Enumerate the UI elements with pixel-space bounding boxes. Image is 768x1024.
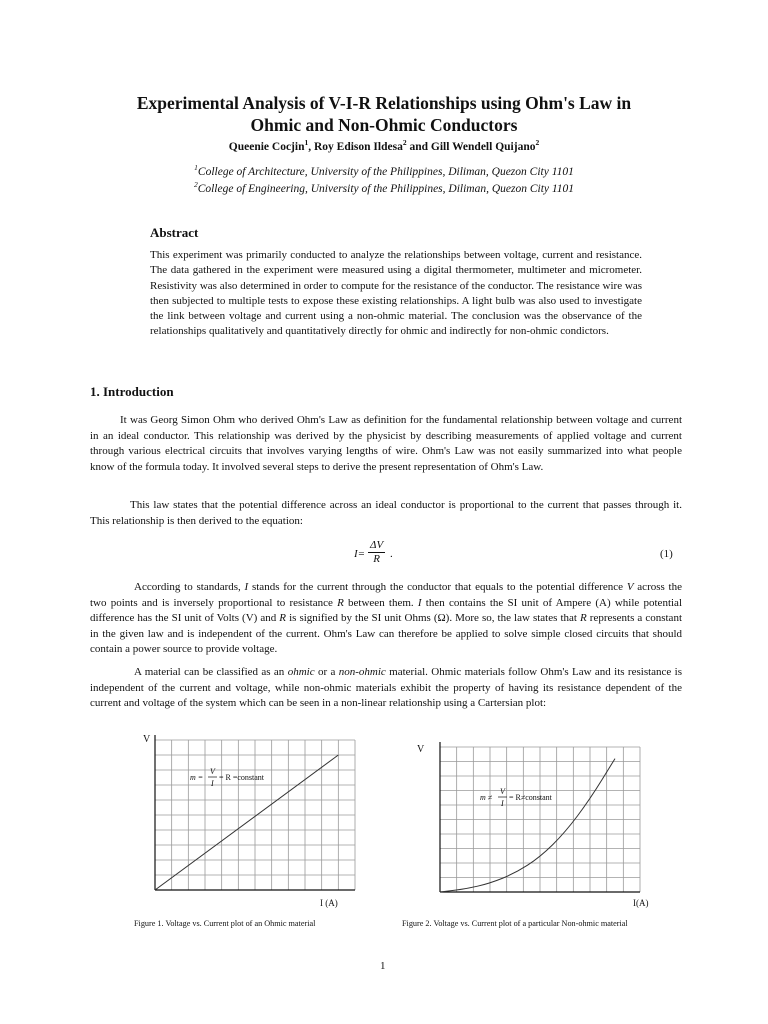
figure-2-curve — [440, 759, 615, 892]
figure-1-annotation-rest: = R =constant — [219, 773, 265, 782]
figure-2-chart — [415, 740, 665, 915]
figure-1-chart — [140, 730, 370, 915]
paper-title — [60, 92, 708, 136]
figure-2-annotation-rest: = R≠constant — [509, 793, 552, 802]
figure-2-caption: Figure 2. Voltage vs. Current plot of a particular Non-ohmic material — [402, 919, 628, 928]
introduction-heading: 1. Introduction — [90, 384, 174, 399]
affiliation-1 — [60, 163, 708, 178]
author-1-affiliation: 1 — [304, 138, 309, 147]
affiliation-1-text: College of Architecture, University of the Philippines, Diliman, Quezon City 1101 — [197, 165, 574, 178]
figure-2-annotation-num: V — [500, 787, 505, 796]
figure-2-y-label: V — [417, 744, 425, 755]
title-line-2: Ohmic and Non-Ohmic Conductors — [250, 115, 518, 135]
figure-2-x-label: I(A) — [633, 898, 649, 908]
author-2: , Roy Edison Ildesa — [308, 140, 403, 153]
page-number: 1 — [380, 960, 386, 972]
author-3-affiliation: 2 — [535, 138, 540, 147]
figure-1-x-label: I (A) — [320, 898, 338, 908]
author-3: and Gill Wendell Quijano — [406, 140, 536, 153]
figure-1-annotation-num: V — [210, 767, 215, 776]
equation-fraction — [368, 539, 385, 566]
abstract-heading: Abstract — [150, 225, 199, 240]
figure-1-y-label: V — [143, 734, 151, 745]
title-line-1: Experimental Analysis of V-I-R Relationships using Ohm's Law in — [136, 93, 632, 113]
figure-2-annotation-den: I — [501, 799, 504, 808]
author-1: Queenie Cocjin — [228, 140, 305, 153]
intro-paragraph-2: This law states that the potential difference across an ideal conductor is proportional to the current that passes through it. This relationship is then derived to the equation: — [90, 499, 682, 527]
abstract-text: This experiment was primarily conducted to analyze the relationships between voltage, current and resistance. The data gathered in the experiment were measured using a digital thermometer, multimeter and micrometer. Resistivity was also determined in order to compute for the resistance of the conductor. The resistance wire was then subjected to multiple tests to expose these existing relationships. A light bulb was also used to investigate the link between voltage and current using a non-ohmic material. The conclusion was the observance of the relationships qualitatively and quantitatively directly for ohmic and indirectly for non-ohmic condictors. — [150, 249, 642, 338]
equation-lhs: I= — [354, 548, 366, 560]
affiliation-2-mark: 2 — [193, 180, 198, 189]
author-list — [60, 138, 708, 153]
figure-2-annotation-m: m ≠ — [480, 793, 493, 802]
author-2-affiliation: 2 — [402, 138, 407, 147]
equation-number: (1) — [660, 548, 673, 560]
figure-1-annotation-den: I — [211, 779, 214, 788]
intro-paragraph-4: A material can be classified as an ohmic or a non-ohmic material. Ohmic materials follow Ohm's Law and its resistance is independent of the current and voltage, while non-ohmic materials exhibit the property of having its resistance dependent of the current and voltage of the system which can be seen in a non-linear relationship using a Cartersian plot: — [90, 666, 683, 710]
equation-numerator: ΔV — [370, 539, 384, 551]
figure-1-caption: Figure 1. Voltage vs. Current plot of an Ohmic material — [134, 919, 316, 928]
figure-2-grid — [440, 747, 640, 892]
equation-denominator: R — [373, 553, 380, 565]
figure-1-annotation-m: m = — [190, 773, 204, 782]
affiliation-2-text: College of Engineering, University of the Philippines, Diliman, Quezon City 1101 — [197, 182, 575, 195]
affiliation-2 — [60, 180, 708, 195]
intro-paragraph-1: It was Georg Simon Ohm who derived Ohm's Law as definition for the fundamental relationship between voltage and current in an ideal conductor. This relationship was derived by the physicist by describing measurements of applied voltage and current through various electrical circuits that involves varying lengths of wire. Ohm's Law was not easily summarized into what people know of the formula today. It involved several steps to derive the present representation of Ohm's Law. — [90, 414, 682, 473]
intro-paragraph-3: According to standards, I stands for the current through the conductor that equals to the potential difference V across the two points and is inversely proportional to resistance R between them. I then contains the SI unit of Ampere (A) while potential difference has the SI unit of Volts (V) and R is signified by the SI unit Ohms (Ω). More so, the law states that R represents a constant in the given law and is independent of the current. Ohm's Law can therefore be applied to solve simple closed circuits that should contain a power source to provide voltage. — [90, 581, 682, 656]
affiliation-1-mark: 1 — [194, 163, 198, 172]
equation-dot: . — [390, 548, 393, 560]
